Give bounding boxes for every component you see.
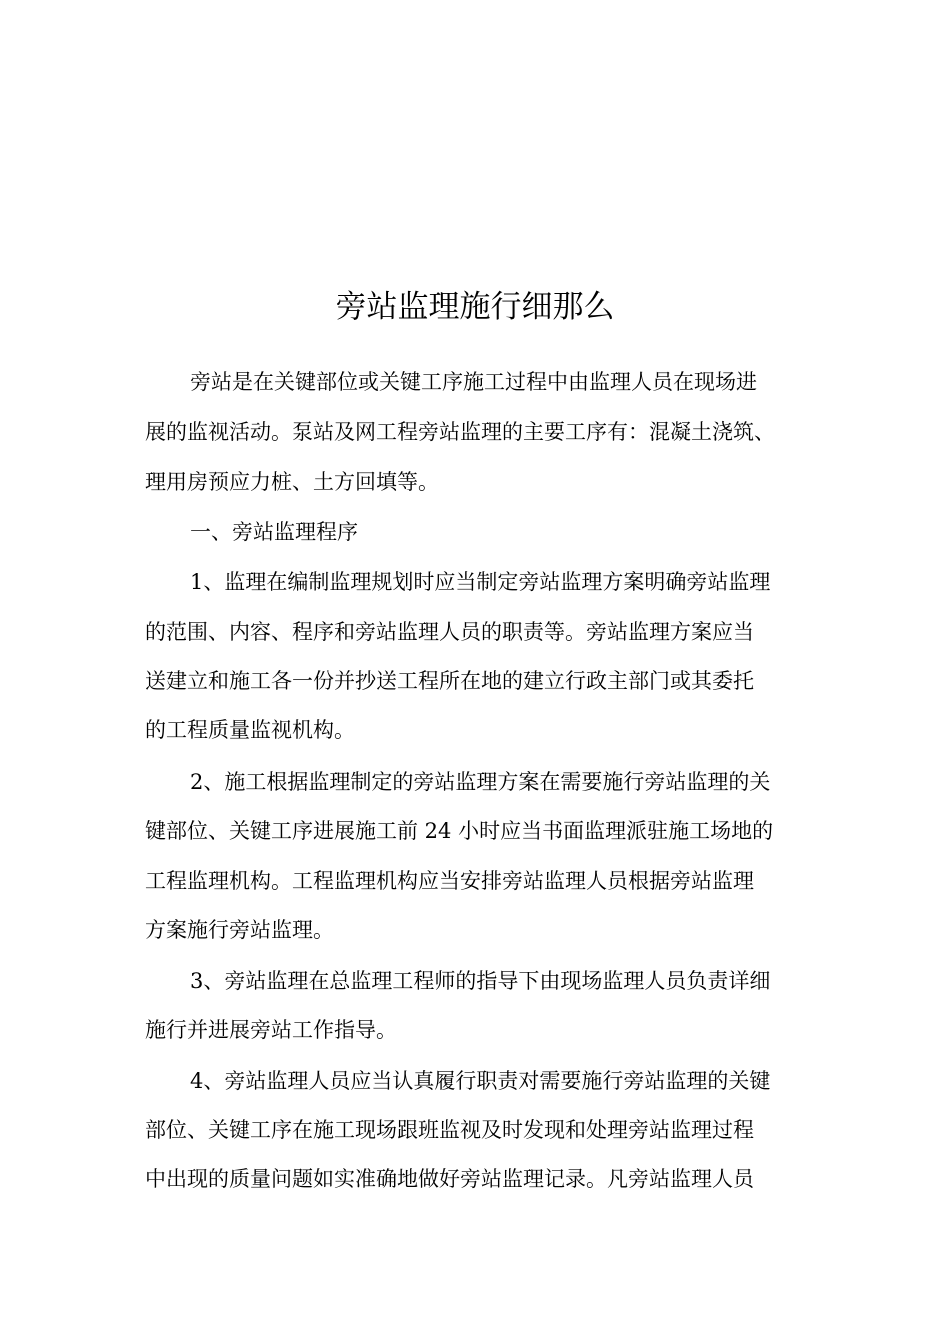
paragraph-line: 工程监理机构。工程监理机构应当安排旁站监理人员根据旁站监理 <box>145 869 754 893</box>
paragraph-line: 部位、关键工序在施工现场跟班监视及时发现和处理旁站监理过程 <box>145 1118 754 1142</box>
section-heading: 一、旁站监理程序 <box>190 520 358 544</box>
paragraph-line: 2、施工根据监理制定的旁站监理方案在需要施行旁站监理的关 <box>190 770 771 794</box>
paragraph-line: 旁站是在关键部位或关键工序施工过程中由监理人员在现场进 <box>190 370 757 394</box>
paragraph-line: 3、旁站监理在总监理工程师的指导下由现场监理人员负责详细 <box>190 969 771 993</box>
paragraph-line: 的范围、内容、程序和旁站监理人员的职责等。旁站监理方案应当 <box>145 620 754 644</box>
paragraph-line: 展的监视活动。泵站及网工程旁站监理的主要工序有：混凝土浇筑、 <box>145 420 775 444</box>
document-title: 旁站监理施行细那么 <box>335 289 615 325</box>
paragraph-line: 方案施行旁站监理。 <box>145 918 334 942</box>
paragraph-line: 送建立和施工各一份并抄送工程所在地的建立行政主部门或其委托 <box>145 669 754 693</box>
paragraph-line: 键部位、关键工序进展施工前 24 小时应当书面监理派驻施工场地的 <box>145 819 774 843</box>
paragraph-line: 施行并进展旁站工作指导。 <box>145 1018 397 1042</box>
paragraph-line: 1、监理在编制监理规划时应当制定旁站监理方案明确旁站监理 <box>190 570 771 594</box>
paragraph-line: 理用房预应力桩、土方回填等。 <box>145 470 439 494</box>
paragraph-line: 4、旁站监理人员应当认真履行职责对需要施行旁站监理的关键 <box>190 1069 771 1093</box>
paragraph-line: 中出现的质量问题如实准确地做好旁站监理记录。凡旁站监理人员 <box>145 1167 754 1191</box>
paragraph-line: 的工程质量监视机构。 <box>145 718 355 742</box>
